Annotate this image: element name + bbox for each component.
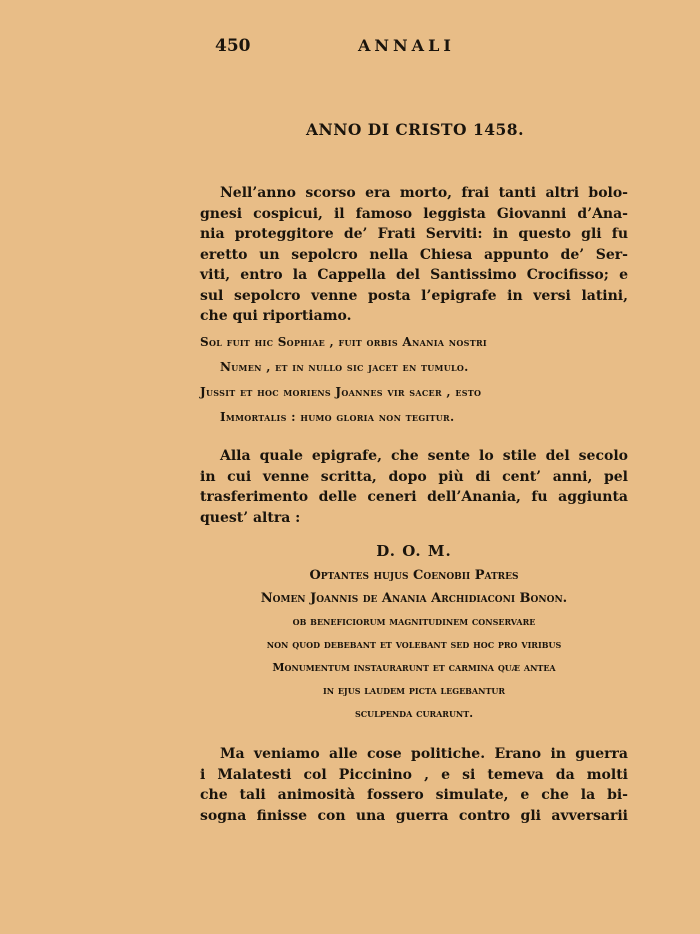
inscription-line: ob beneficiorum magnitudinem conservare	[292, 615, 536, 628]
inscription-line: in ejus laudem picta legebantur	[322, 684, 506, 697]
text-line: che qui riportiamo.	[200, 308, 352, 324]
inscription-line: Optantes hujus Coenobii Patres	[309, 568, 519, 583]
inscription-line: sculpenda curarunt.	[354, 707, 474, 720]
text-line: quest’ altra :	[200, 509, 301, 526]
text-line: sul sepolcro venne posta l’epigrafe in versi latini,	[200, 287, 628, 304]
text-line: i Malatesti col Piccinino , e si temeva da molti	[200, 766, 628, 783]
inscription-line: Monumentum instaurarunt et carmina quæ antea	[272, 661, 556, 674]
verse-line: Sol fuit hic Sophiae , fuit orbis Anania nostri	[200, 335, 487, 349]
text-line: che tali animosità fossero simulate, e che la bi-	[200, 787, 628, 803]
verse-line: Immortalis : humo gloria non tegitur.	[220, 410, 455, 424]
text-line: nia proteggitore de’ Frati Serviti: in questo gli fu	[200, 226, 628, 242]
paragraph-2	[200, 446, 628, 528]
paragraph-1	[200, 183, 628, 327]
verse-line: Numen , et in nullo sic jacet en tumulo.	[220, 360, 469, 374]
text-line: Alla quale epigrafe, che sente lo stile del secolo	[220, 448, 628, 464]
inscription-heading: D. O. M.	[376, 542, 452, 560]
text-line: Ma veniamo alle cose politiche. Erano in guerra	[220, 746, 628, 762]
inscription-line: non quod debebant et volebant sed hoc pro viribus	[266, 638, 562, 651]
verse-line: Jussit et hoc moriens Joannes vir sacer , esto	[200, 385, 482, 399]
year-title: ANNO DI CRISTO 1458.	[306, 120, 524, 139]
page-number: 450	[215, 36, 251, 56]
text-line: viti, entro la Cappella del Santissimo Crocifisso; e	[200, 267, 628, 283]
page-header	[0, 34, 700, 58]
text-line: in cui venne scritta, dopo più di cent’ anni, pel	[200, 468, 628, 485]
epigraph-verse	[200, 330, 620, 430]
inscription-line: Nomen Joannis de Anania Archidiaconi Bonon.	[260, 591, 568, 606]
text-line: gnesi cospicui, il famoso leggista Giovanni d’Ana-	[200, 205, 628, 222]
text-line: sogna finisse con una guerra contro gli avversarii	[200, 807, 628, 824]
text-line: trasferimento delle ceneri dell’Anania, fu aggiunta	[200, 489, 628, 505]
text-line: Nell’anno scorso era morto, frai tanti altri bolo-	[220, 185, 628, 201]
running-head: ANNALI	[358, 36, 455, 55]
epigraph-inscription	[200, 538, 628, 725]
text-line: eretto un sepolcro nella Chiesa appunto de’ Ser-	[200, 246, 628, 263]
paragraph-3	[200, 744, 628, 826]
